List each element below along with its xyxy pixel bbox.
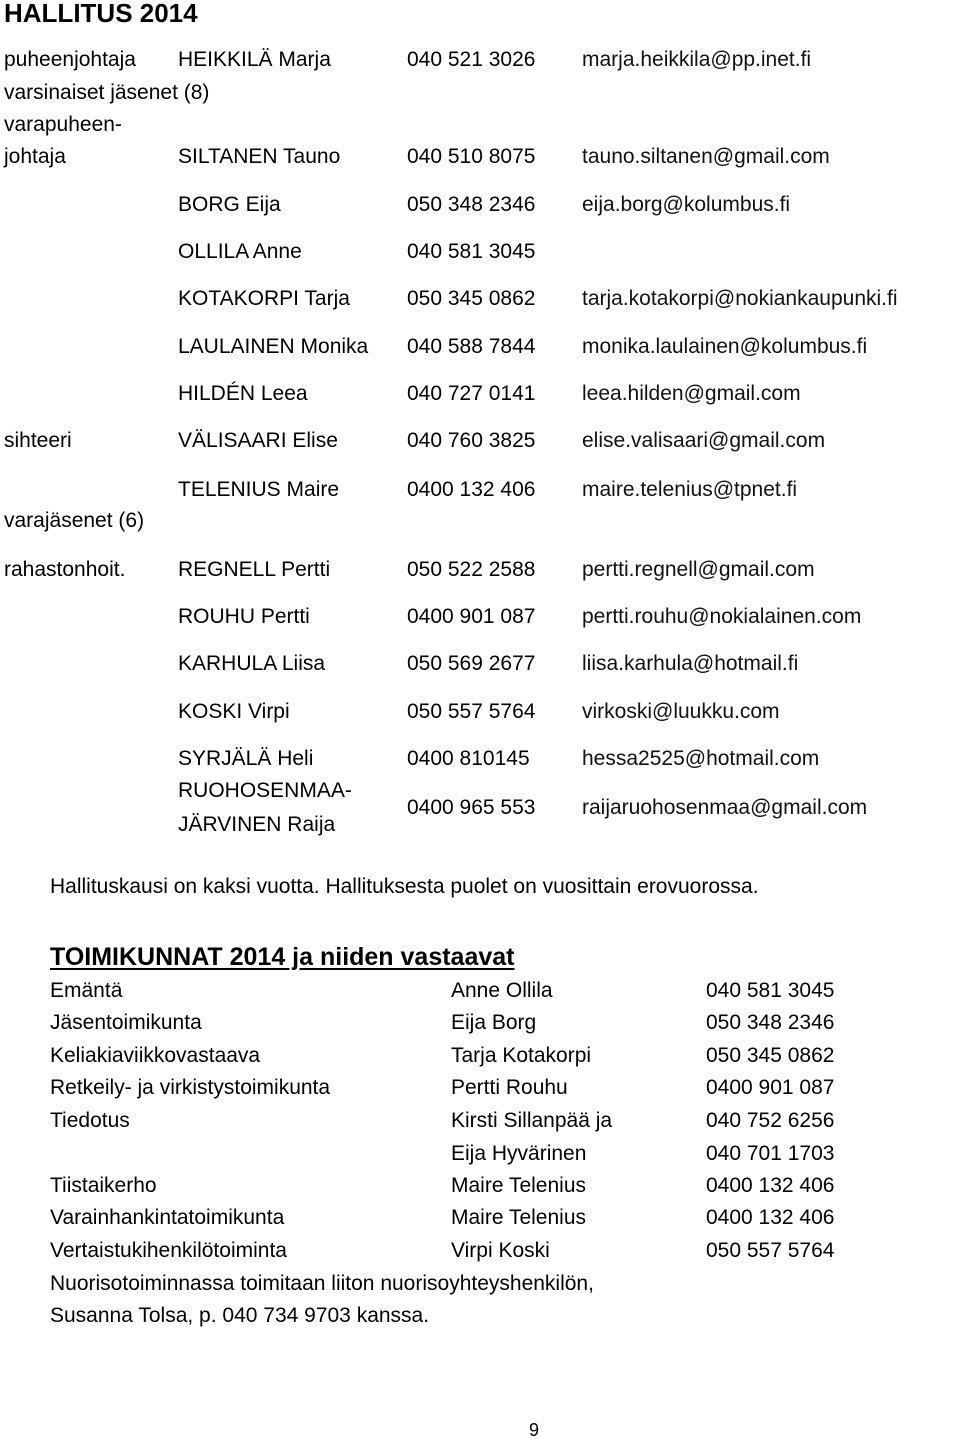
- board-row: [0, 240, 960, 264]
- committee-name: Jäsentoimikunta: [50, 1011, 202, 1034]
- committee-name: Tiistaikerho: [50, 1174, 157, 1197]
- committee-phone: 0400 132 406: [706, 1206, 835, 1229]
- committee-name: Emäntä: [50, 979, 123, 1002]
- board-row-name-line: [0, 813, 960, 837]
- member-phone: 050 345 0862: [407, 287, 536, 310]
- member-phone: 050 569 2677: [407, 652, 536, 675]
- committee-name: Vertaistukihenkilötoiminta: [50, 1239, 287, 1262]
- committee-contact: Eija Borg: [451, 1011, 537, 1034]
- committee-row: [0, 1174, 960, 1198]
- board-row: [0, 287, 960, 311]
- board-row: [0, 193, 960, 217]
- member-email: pertti.regnell@gmail.com: [582, 558, 815, 581]
- youth-activity-note: Susanna Tolsa, p. 040 734 9703 kanssa.: [50, 1304, 430, 1327]
- committees-heading: TOIMIKUNNAT 2014 ja niiden vastaavat: [50, 943, 515, 971]
- committee-contact: Kirsti Sillanpää ja: [451, 1109, 613, 1132]
- board-term-note: Hallituskausi on kaksi vuotta. Hallituksesta puolet on vuosittain erovuorossa.: [50, 875, 759, 898]
- member-name: VÄLISAARI Elise: [178, 429, 338, 452]
- board-row: [0, 747, 960, 771]
- committee-row: [0, 1109, 960, 1133]
- member-phone: 040 581 3045: [407, 240, 536, 263]
- member-phone: 040 521 3026: [407, 48, 536, 71]
- group-label: varajäsenet (6): [4, 509, 145, 532]
- member-phone: 0400 901 087: [407, 605, 536, 628]
- member-name: SYRJÄLÄ Heli: [178, 747, 314, 770]
- member-email: virkoski@luukku.com: [582, 700, 780, 723]
- member-role: johtaja: [4, 145, 66, 168]
- committee-contact: Tarja Kotakorpi: [451, 1044, 592, 1067]
- member-name: TELENIUS Maire: [178, 478, 340, 501]
- member-email: pertti.rouhu@nokialainen.com: [582, 605, 862, 628]
- member-phone: 040 588 7844: [407, 335, 536, 358]
- committee-contact: Virpi Koski: [451, 1239, 550, 1262]
- member-phone: 050 348 2346: [407, 193, 536, 216]
- member-name: HILDÉN Leea: [178, 382, 308, 405]
- member-name: OLLILA Anne: [178, 240, 302, 263]
- member-email: eija.borg@kolumbus.fi: [582, 193, 791, 216]
- member-email: elise.valisaari@gmail.com: [582, 429, 826, 452]
- committee-contact: Eija Hyvärinen: [451, 1142, 587, 1165]
- member-name: KOTAKORPI Tarja: [178, 287, 350, 310]
- youth-activity-note: Nuorisotoiminnassa toimitaan liiton nuorisoyhteyshenkilön,: [50, 1272, 594, 1295]
- board-row: [0, 700, 960, 724]
- member-name: BORG Eija: [178, 193, 281, 216]
- member-name: KOSKI Virpi: [178, 700, 290, 723]
- group-label-row: [0, 81, 960, 105]
- committee-phone: 040 752 6256: [706, 1109, 835, 1132]
- committee-phone: 0400 901 087: [706, 1076, 835, 1099]
- member-phone: 040 760 3825: [407, 429, 536, 452]
- member-phone: 0400 132 406: [407, 478, 536, 501]
- member-email: monika.laulainen@kolumbus.fi: [582, 335, 868, 358]
- board-row: [0, 652, 960, 676]
- committee-row: [0, 1076, 960, 1100]
- member-name: SILTANEN Tauno: [178, 145, 341, 168]
- board-row: [0, 558, 960, 582]
- member-email: hessa2525@hotmail.com: [582, 747, 820, 770]
- committee-row: [0, 1044, 960, 1068]
- committee-row: [0, 1011, 960, 1035]
- member-email: marja.heikkila@pp.inet.fi: [582, 48, 812, 71]
- member-name: ROUHU Pertti: [178, 605, 310, 628]
- member-name: LAULAINEN Monika: [178, 335, 369, 358]
- member-role: sihteeri: [4, 429, 72, 452]
- committee-row: [0, 1239, 960, 1263]
- page-number: 9: [529, 1420, 540, 1440]
- committee-phone: 050 557 5764: [706, 1239, 835, 1262]
- committee-name: Tiedotus: [50, 1109, 130, 1132]
- member-phone: 0400 810145: [407, 747, 530, 770]
- committee-row: [0, 979, 960, 1003]
- member-email: raijaruohosenmaa@gmail.com: [582, 796, 868, 819]
- committee-phone: 040 581 3045: [706, 979, 835, 1002]
- member-email: tauno.siltanen@gmail.com: [582, 145, 830, 168]
- group-label-row: [0, 509, 960, 533]
- member-phone: 050 522 2588: [407, 558, 536, 581]
- board-row: [0, 429, 960, 453]
- member-name: JÄRVINEN Raija: [178, 813, 336, 836]
- committee-row: [0, 1142, 960, 1166]
- committee-phone: 050 345 0862: [706, 1044, 835, 1067]
- member-role: rahastonhoit.: [4, 558, 126, 581]
- member-phone: 040 510 8075: [407, 145, 536, 168]
- member-phone: 0400 965 553: [407, 796, 536, 819]
- role-label-row: [0, 113, 960, 137]
- member-name: RUOHOSENMAA-: [178, 779, 352, 802]
- member-phone: 050 557 5764: [407, 700, 536, 723]
- committee-row: [0, 1206, 960, 1230]
- board-row: [0, 382, 960, 406]
- member-name: REGNELL Pertti: [178, 558, 331, 581]
- board-row: [0, 145, 960, 169]
- member-phone: 040 727 0141: [407, 382, 536, 405]
- committee-phone: 0400 132 406: [706, 1174, 835, 1197]
- member-email: leea.hilden@gmail.com: [582, 382, 801, 405]
- member-email: liisa.karhula@hotmail.fi: [582, 652, 799, 675]
- committee-contact: Anne Ollila: [451, 979, 553, 1002]
- committee-contact: Maire Telenius: [451, 1174, 587, 1197]
- committee-name: Keliakiaviikkovastaava: [50, 1044, 261, 1067]
- committee-phone: 040 701 1703: [706, 1142, 835, 1165]
- page-title: HALLITUS 2014: [4, 0, 198, 28]
- board-row: [0, 48, 960, 72]
- member-email: maire.telenius@tpnet.fi: [582, 478, 798, 501]
- committee-name: Varainhankintatoimikunta: [50, 1206, 285, 1229]
- member-role: varapuheen-: [4, 113, 122, 136]
- committee-contact: Pertti Rouhu: [451, 1076, 568, 1099]
- group-label: varsinaiset jäsenet (8): [4, 81, 210, 104]
- member-role: puheenjohtaja: [4, 48, 136, 71]
- board-row: [0, 605, 960, 629]
- committee-phone: 050 348 2346: [706, 1011, 835, 1034]
- member-email: tarja.kotakorpi@nokiankaupunki.fi: [582, 287, 898, 310]
- committee-name: Retkeily- ja virkistystoimikunta: [50, 1076, 331, 1099]
- committee-contact: Maire Telenius: [451, 1206, 587, 1229]
- board-row: [0, 478, 960, 502]
- board-row: [0, 335, 960, 359]
- member-name: HEIKKILÄ Marja: [178, 48, 331, 71]
- member-name: KARHULA Liisa: [178, 652, 326, 675]
